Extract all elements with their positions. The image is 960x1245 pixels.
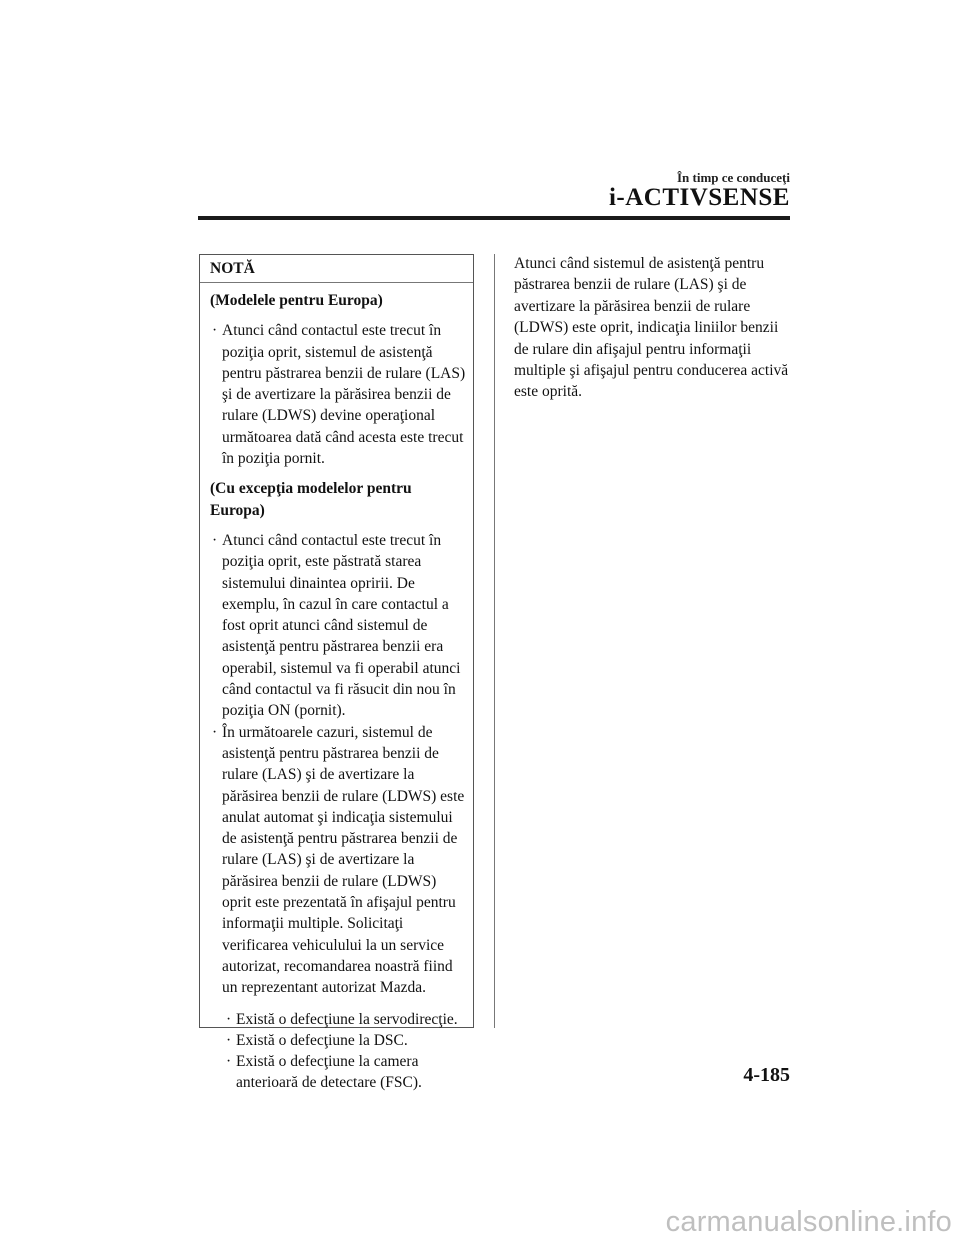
column-divider <box>494 254 495 1028</box>
bullet-icon: · <box>212 531 218 549</box>
bullet-icon: · <box>226 1031 232 1049</box>
list-item <box>210 320 467 469</box>
list-item <box>224 1009 467 1030</box>
non-europe-heading: (Cu excepţia modelelor pentru Europa) <box>210 480 412 519</box>
non-europe-list <box>210 530 467 999</box>
body-paragraph: Atunci când sistemul de asistenţă pentru păstrarea benzii de rulare (LAS) şi de avertizare la părăsirea benzii de rulare (LDWS) este oprit, indicaţia liniilor benzii de rulare din afişajul pentru informaţii multiple şi afişajul pentru conducerea activă este oprită. <box>514 255 789 401</box>
note-body <box>200 283 473 1094</box>
list-item <box>224 1051 467 1094</box>
list-item <box>224 1030 467 1051</box>
bullet-icon: · <box>226 1053 232 1071</box>
list-item <box>210 722 467 999</box>
bullet-icon: · <box>212 723 218 741</box>
list-item-text: Există o defecţiune la DSC. <box>236 1031 408 1049</box>
list-item-text: Atunci când contactul este trecut în poziţia oprit, sistemul de asistenţă pentru păstrarea benzii de rulare (LAS) şi de avertizare la părăsirea benzii de rulare (LDWS) devine operaţional următoarea dată când acesta este trecut în poziţia pornit. <box>222 322 466 468</box>
note-title: NOTĂ <box>200 255 473 283</box>
europe-heading: (Modelele pentru Europa) <box>210 292 383 309</box>
bullet-icon: · <box>226 1010 232 1028</box>
list-item <box>210 530 467 722</box>
page-number: 4-185 <box>743 1064 790 1086</box>
list-item-text: Există o defecţiune la servodirecţie. <box>236 1010 458 1028</box>
header-rule <box>198 216 790 220</box>
list-item-text: Atunci când contactul este trecut în poziţia oprit, este păstrată starea sistemului dinaintea opririi. De exemplu, în cazul în care contactul a fost oprit atunci când sistemul de asistenţă pentru păstrarea benzii era operabil, sistemul va fi operabil atunci când contactul va fi răsucit din nou în poziţia ON (pornit). <box>222 531 461 720</box>
europe-list <box>210 320 467 469</box>
note-box <box>199 254 474 1092</box>
section-title: i-ACTIVSENSE <box>608 184 790 211</box>
right-column <box>514 253 794 403</box>
bullet-icon: · <box>212 322 218 340</box>
malfunction-list <box>210 1009 467 1094</box>
chapter-title: În timp ce conduceţi <box>676 170 790 185</box>
watermark-link[interactable]: carmanualsonline.info <box>665 1206 952 1238</box>
list-item-text: În următoarele cazuri, sistemul de asistenţă pentru păstrarea benzii de rulare (LAS) şi de avertizare la părăsirea benzii de rulare (LDWS) este anulat automat şi indicaţia sistemului de asistenţă pentru păstrarea benzii de rulare (LAS) şi de avertizare la părăsirea benzii de rulare (LDWS) oprit este prezentată în afişajul pentru informaţii multiple. Solicitaţi verificarea vehiculului la un service autorizat, recomandarea noastră fiind un reprezentant autorizat Mazda. <box>222 723 465 997</box>
list-item-text: Există o defecţiune la camera anterioară de detectare (FSC). <box>236 1053 422 1092</box>
